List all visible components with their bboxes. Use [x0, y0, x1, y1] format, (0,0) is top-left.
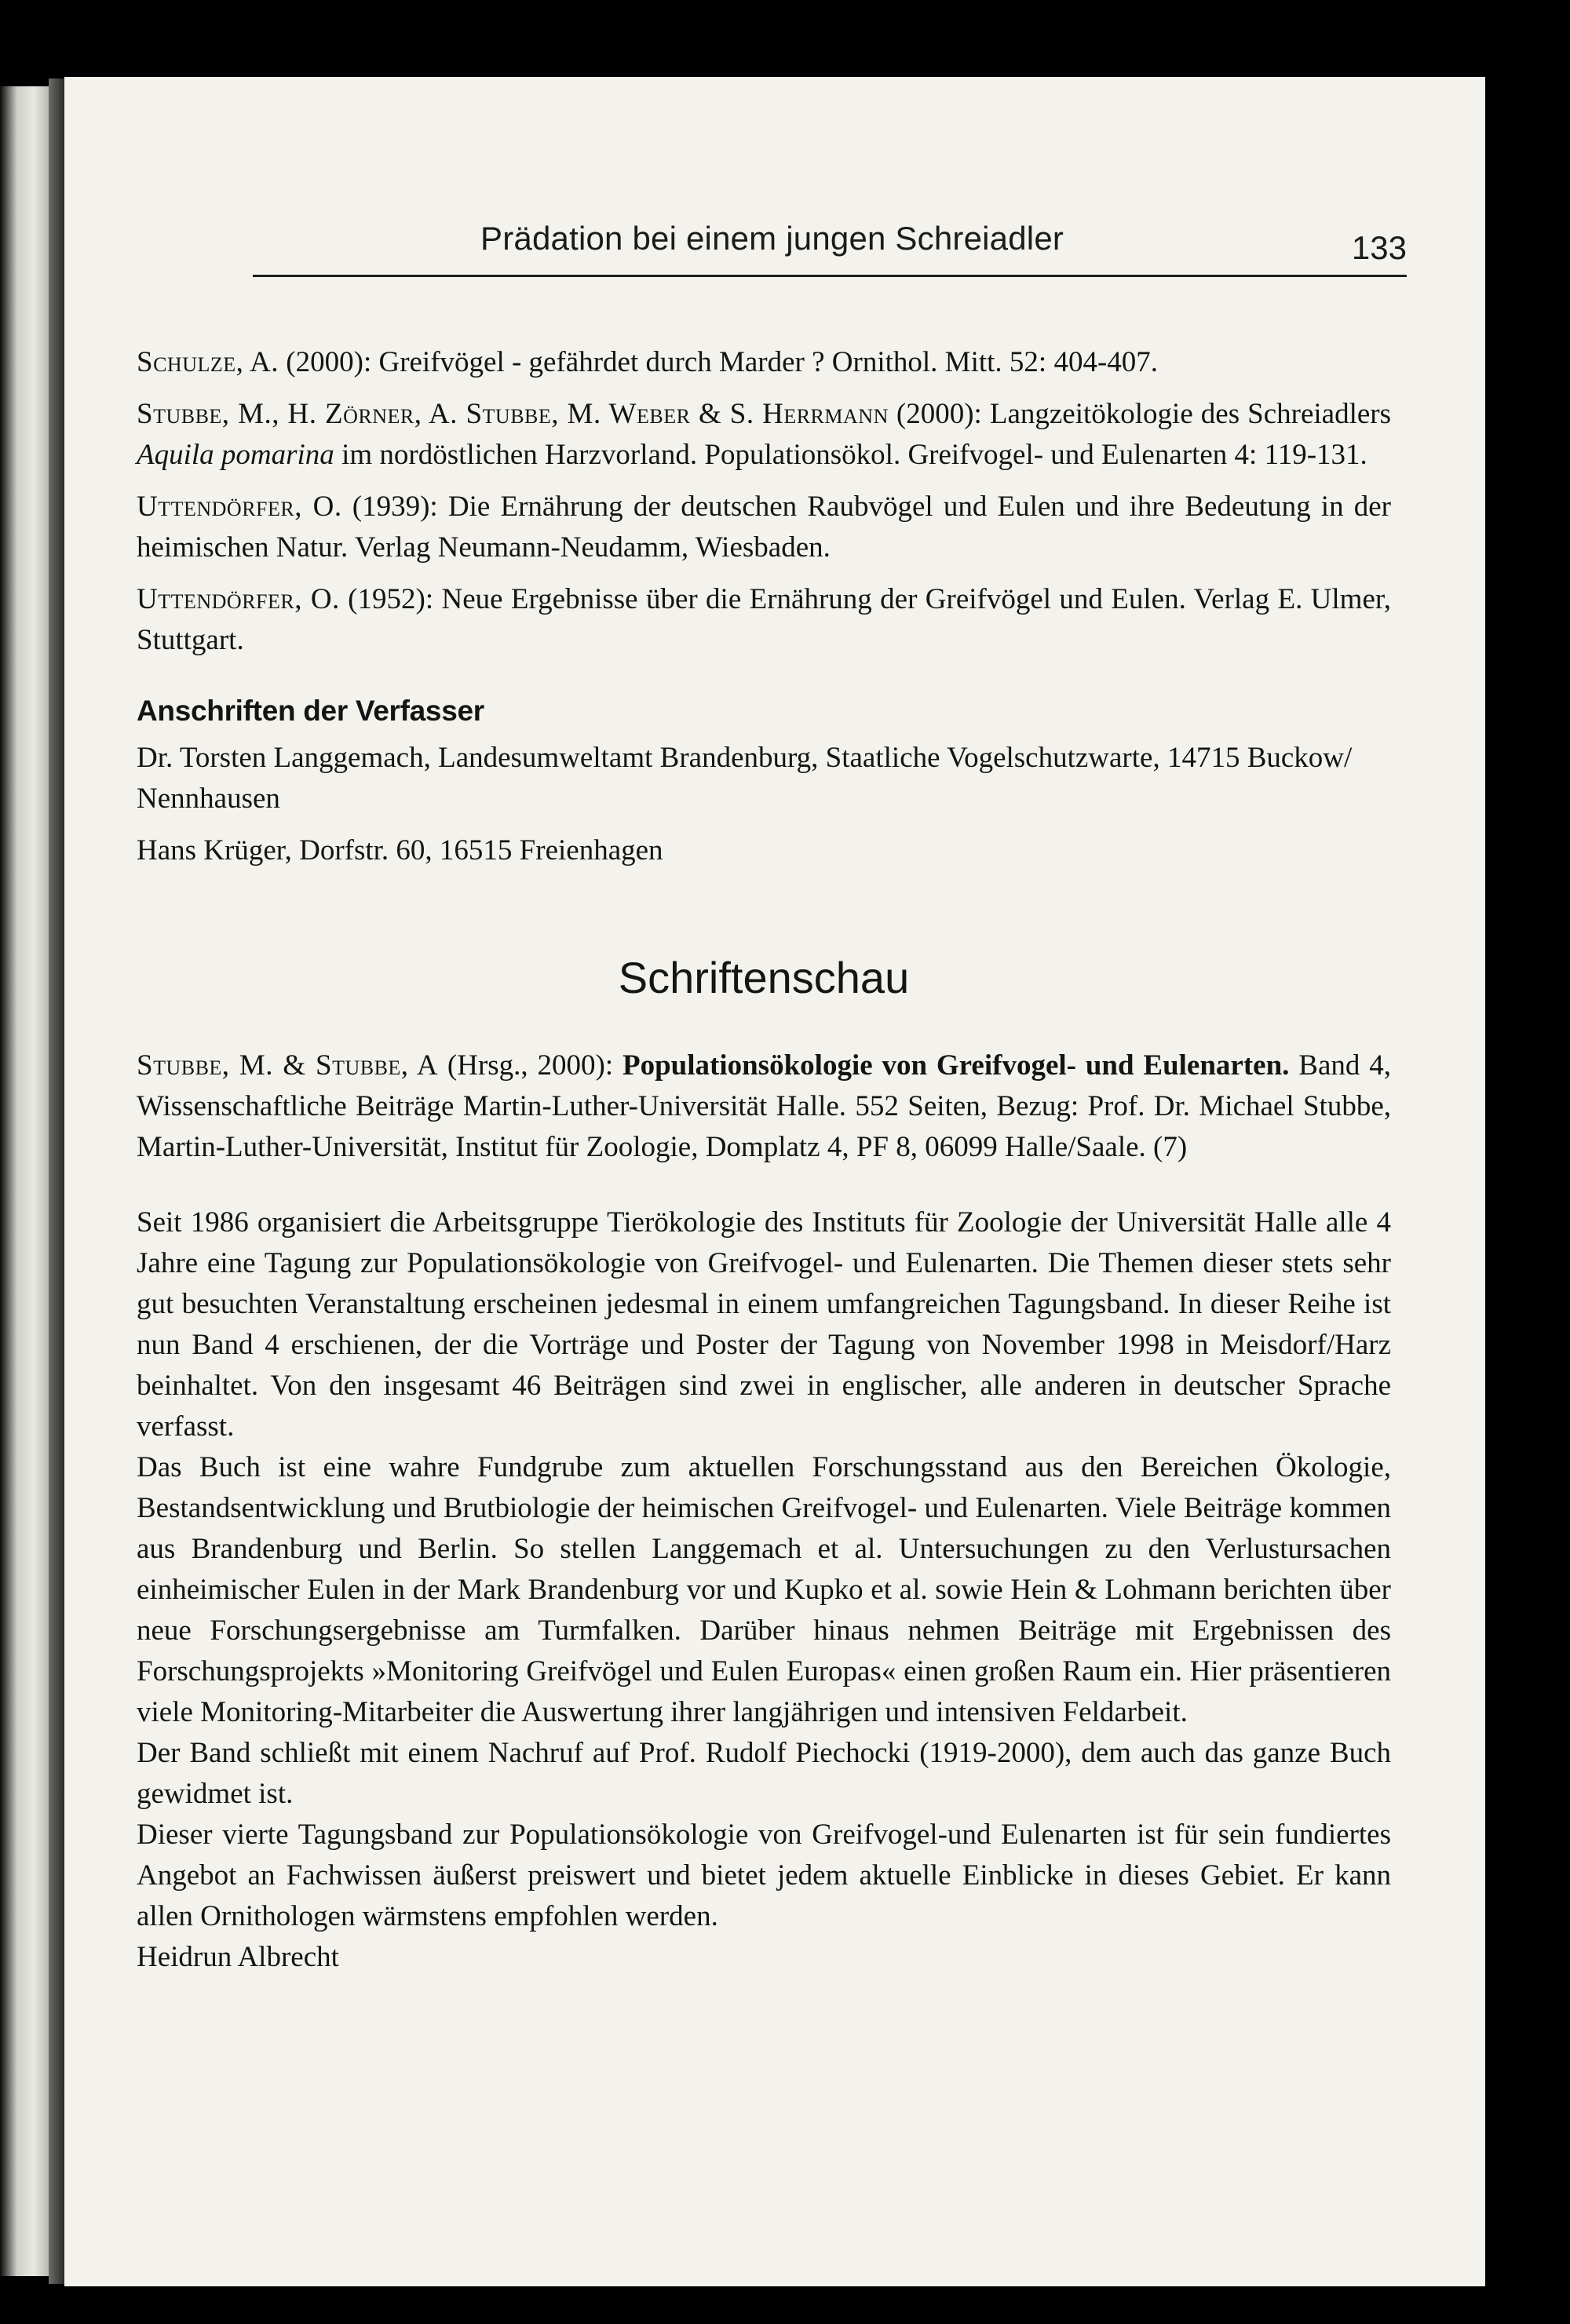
- addresses-heading: Anschriften der Verfasser: [137, 695, 484, 727]
- address-line: Dr. Torsten Langgemach, Landesumweltamt Brandenburg, Staatliche Vogelschutzwarte, 14715 Buckow/ Nennhausen: [137, 742, 1353, 815]
- page-number: 133: [1351, 229, 1407, 266]
- reference-text: (1939): Die Ernährung der deutschen Raubvögel und Eulen und ihre Bedeutung in der heimischen Natur. Verlag Neumann-Neudamm, Wiesbaden.: [137, 491, 1391, 564]
- review-paragraph: Der Band schließt mit einem Nachruf auf Prof. Rudolf Piechocki (1919-2000), dem auch das ganze Buch gewidmet ist.: [137, 1737, 1391, 1810]
- running-title: Prädation bei einem jungen Schreiadler: [480, 220, 1064, 257]
- book-gutter: [49, 78, 64, 2284]
- reference-authors: Stubbe, M., H. Zörner, A. Stubbe, M. Weber & S. Herrmann: [137, 398, 889, 430]
- review-citation: [137, 1045, 1391, 1168]
- reference-text: (2000): Langzeitökologie des Schreiadlers: [888, 398, 1391, 430]
- review-paragraph: Das Buch ist eine wahre Fundgrube zum aktuellen Forschungsstand aus den Bereichen Ökologie, Bestandsentwicklung und Brutbiologie der heimischen Greifvogel- und Eulenarten. Viele Beiträge kommen aus Brandenburg und Berlin. So stellen Langgemach et al. Untersuchungen zu den Verlustursachen einheimischer Eulen in der Mark Brandenburg vor und Kupko et al. sowie Hein & Lohmann berichten über neue Forschungsergebnisse am Turmfalken. Darüber hinaus nehmen Beiträge mit Ergebnissen des Forschungsprojekts »Monitoring Greifvögel und Eulen Europas« einen großen Raum ein. Hier präsentieren viele Monitoring-Mitarbeiter die Auswertung ihrer langjährigen und intensiven Feldarbeit.: [137, 1451, 1391, 1728]
- reference-entry: [137, 579, 1391, 661]
- review-authors: Stubbe, M. & Stubbe, A: [137, 1049, 439, 1082]
- review-paragraph: Seit 1986 organisiert die Arbeitsgruppe Tierökologie des Instituts für Zoologie der Universität Halle alle 4 Jahre eine Tagung zur Populationsökologie von Greifvogel- und Eulenarten. Die Themen dieser stets sehr gut besuchten Veranstaltung erscheinen jedesmal in einem umfangreichen Tagungsband. In dieser Reihe ist nun Band 4 erschienen, der die Vorträge und Poster der Tagung von November 1998 in Meisdorf/Harz beinhaltet. Von den insgesamt 46 Beiträgen sind zwei in englischer, alle anderen in deutscher Sprache verfasst.: [137, 1206, 1391, 1443]
- page-body: [137, 342, 1391, 1978]
- reference-authors: Uttendörfer, O.: [137, 491, 342, 523]
- reference-entry: [137, 342, 1391, 383]
- reference-authors: Schulze, A.: [137, 346, 279, 378]
- reference-entry: [137, 487, 1391, 568]
- reference-text: (1952): Neue Ergebnisse über die Ernährung der Greifvögel und Eulen. Verlag E. Ulmer, Stuttgart.: [137, 583, 1391, 656]
- header-rule: [253, 275, 1407, 277]
- facing-page-edge: [0, 86, 49, 2276]
- section-title: Schriftenschau: [618, 953, 910, 1002]
- review-publication-details: Band 4, Wissenschaftliche Beiträge Martin-Luther-Universität Halle. 552 Seiten, Bezug: Prof. Dr. Michael Stubbe, Martin-Luther-Universität, Institut für Zoologie, Domplatz 4, PF 8, 06099 Halle/Saale. (7): [137, 1049, 1391, 1163]
- reviewer-signature: Heidrun Albrecht: [137, 1941, 339, 1973]
- species-name: Aquila pomarina: [137, 439, 334, 471]
- running-head: [253, 220, 1407, 283]
- address-line: Hans Krüger, Dorfstr. 60, 16515 Freienhagen: [137, 834, 663, 866]
- reference-text: (2000): Greifvögel - gefährdet durch Marder ? Ornithol. Mitt. 52: 404-407.: [279, 346, 1159, 378]
- book-page: [64, 77, 1485, 2286]
- review-paragraph: Dieser vierte Tagungsband zur Populationsökologie von Greifvogel-und Eulenarten ist für sein fundiertes Angebot an Fachwissen äußerst preiswert und bietet jedem aktuelle Einblicke in dieses Gebiet. Er kann allen Ornithologen wärmstens empfohlen werden.: [137, 1819, 1391, 1932]
- review-year: (Hrsg., 2000):: [438, 1049, 623, 1082]
- reference-entry: [137, 394, 1391, 476]
- review-book-title: Populationsökologie von Greifvogel- und Eulenarten.: [622, 1049, 1290, 1082]
- reference-text: im nordöstlichen Harzvorland. Populationsökol. Greifvogel- und Eulenarten 4: 119-131.: [334, 439, 1367, 471]
- reference-authors: Uttendörfer, O.: [137, 583, 340, 615]
